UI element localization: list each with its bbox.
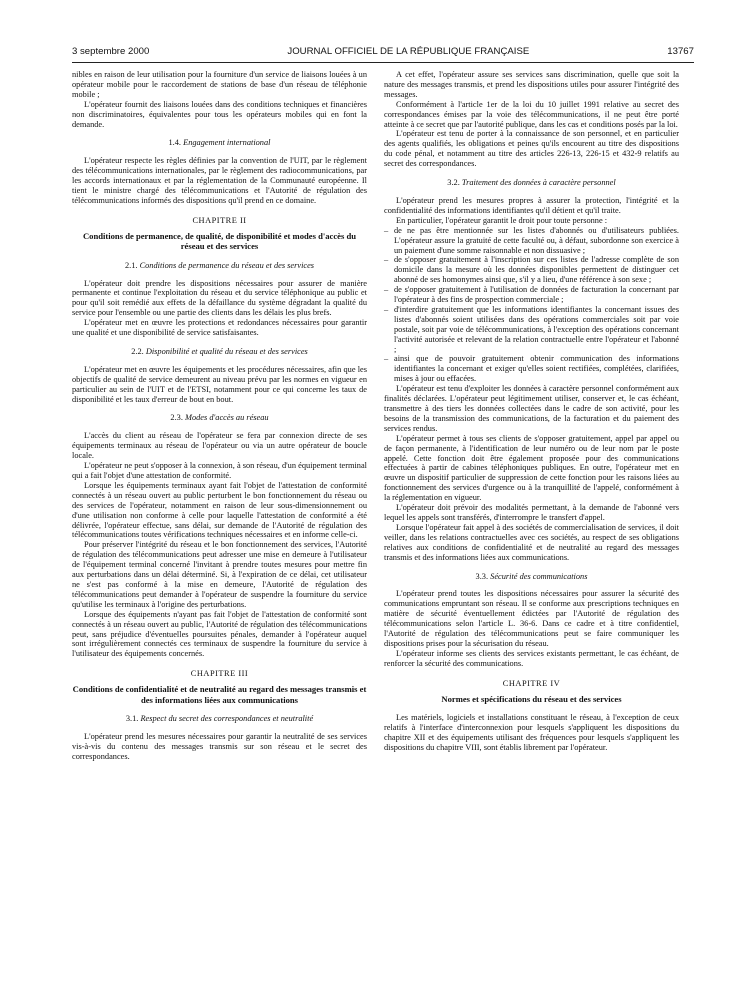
section-heading-3-2 (384, 178, 679, 188)
section-heading-2-3 (72, 413, 367, 423)
list-item: – de s'opposer gratuitement à l'inscription sur ces listes de l'adresse complète de son domicile dans la mesure où les données disponibles permettent de distinguer cet abonné de ses homonymes ainsi que, s'il y a lieu, d'une référence à son sexe ; (384, 255, 679, 285)
section-heading-2-1 (72, 261, 367, 271)
section-heading-3-3 (384, 572, 679, 582)
paragraph: Les matériels, logiciels et installations constituant le réseau, à l'exception de ceux relatifs à l'interface d'interconnexion pour lesquels s'appliquent les dispositions du chapitre XII et des équipements utilisant des fréquences pour lesquels s'appliquent les dispositions du chapitre VIII, sont établis librement par l'opérateur. (384, 712, 679, 752)
section-title: Conditions de permanence du réseau et des services (139, 260, 315, 270)
section-number: 3.2. (447, 178, 460, 188)
paragraph: L'opérateur prend les mesures propres à assurer la protection, l'intégrité et la confidentialité des informations identifiantes qu'il détient et qu'il traite. (384, 195, 679, 215)
list-item: – d'interdire gratuitement que les informations identifiantes la concernant issues des listes d'abonnés soient utilisées dans des opérations commerciales soit par voie postale, soit par voie de télécommunications, à l'exception des opérations concernant l'activité autorisée et relevant de la relation contractuelle entre l'opérateur et l'abonné ; (384, 305, 679, 355)
paragraph: Conformément à l'article 1er de la loi du 10 juillet 1991 relative au secret des correspondances émises par la voie des télécommunications, il ne peut être porté atteinte à ce secret que par l'autorité publique, dans les cas et conditions posés par la loi. (384, 99, 679, 129)
header-journal-title: JOURNAL OFFICIEL DE LA RÉPUBLIQUE FRANÇAISE (287, 45, 530, 57)
section-title: Engagement international (183, 138, 271, 148)
paragraph: Lorsque des équipements n'ayant pas fait l'objet de l'attestation de conformité sont connectés à un réseau ouvert au public, l'Autorité de régulation des télécommunications peut, sans préjudice d'éventuelles poursuites pénales, demander à l'opérateur auquel sont irrégulièrement connectés ces terminaux de suspendre la fourniture du service à l'utilisateur des équipements concernés. (72, 609, 367, 659)
section-title: Sécurité des communications (490, 571, 588, 581)
chapter-title-2: Conditions de permanence, de qualité, de disponibilité et modes d'accès du réseau et des services (82, 230, 357, 252)
section-title: Modes d'accès au réseau (185, 413, 269, 423)
paragraph: L'opérateur fournit des liaisons louées dans des conditions techniques et financières non discriminatoires, équivalentes pour tous les opérateurs mobiles qui en font la demande. (72, 99, 367, 129)
header-rule (72, 62, 694, 63)
paragraph: L'opérateur prend les mesures nécessaires pour garantir la neutralité de ses services vis-à-vis du contenu des messages transmis sur son réseau et le secret des correspondances. (72, 731, 367, 761)
paragraph: L'opérateur est tenu de porter à la connaissance de son personnel, et en particulier des agents qualifiés, les obligations et peines qu'ils encourent au titre des dispositions du code pénal, et notamment au titre des articles 226-13, 226-15 et 432-9 relatifs au secret des correspondances. (384, 129, 679, 169)
section-number: 3.1. (125, 713, 139, 723)
paragraph: nibles en raison de leur utilisation pour la fourniture d'un service de liaisons louées à un opérateur mobile pour le raccordement de stations de base d'un réseau de téléphonie mobile ; (72, 70, 367, 99)
section-title: Disponibilité et qualité du réseau et des services (145, 346, 308, 356)
paragraph: L'opérateur informe ses clients des services existants permettant, le cas échéant, de renforcer la sécurité des communications. (384, 648, 679, 668)
section-heading-3-1 (72, 714, 367, 724)
section-title: Traitement des données à caractère personnel (461, 178, 616, 188)
list-item: – ainsi que de pouvoir gratuitement obtenir communication des informations identifiantes la concernant et exiger qu'elles soient rectifiées, complétées, clarifiées, mises à jour ou effacées. (384, 354, 679, 384)
paragraph: L'opérateur respecte les règles définies par la convention de l'UIT, par le règlement des télécommunications internationales, par le règlement des radiocommunications, par les accords internationaux et par la réglementation de la Communauté européenne. Il tient le ministre chargé des télécommunications et l'Autorité de régulation des télécommunications informés des dispositions qu'il prend en ce domaine. (72, 156, 367, 205)
chapter-title-4: Normes et spécifications du réseau et des services (441, 693, 622, 704)
right-column (384, 70, 679, 753)
chapter-heading-2: CHAPITRE II (192, 215, 247, 225)
paragraph: En particulier, l'opérateur garantit le droit pour toute personne : (396, 215, 608, 225)
section-number: 2.1. (124, 260, 138, 270)
paragraph: L'accès du client au réseau de l'opérateur se fera par connexion directe de ses équipements terminaux au réseau de l'opérateur ou via un autre opérateur de boucle locale. (72, 431, 367, 461)
paragraph: L'opérateur met en œuvre les protections et redondances nécessaires pour garantir une qualité et une disponibilité de service satisfaisantes. (72, 318, 367, 338)
section-number: 2.2. (131, 346, 144, 356)
chapter-heading-3: CHAPITRE III (190, 669, 249, 679)
header-page-number: 13767 (667, 45, 694, 57)
paragraph: L'opérateur ne peut s'opposer à la connexion, à son réseau, d'un équipement terminal qui a fait l'objet d'une attestation de conformité. (72, 461, 367, 480)
chapter-heading-4: CHAPITRE IV (502, 678, 561, 688)
page-header (72, 44, 694, 58)
paragraph: Lorsque les équipements terminaux ayant fait l'objet de l'attestation de conformité connectés à un réseau ouvert au public perturbent le bon fonctionnement du réseau ou des services de l'opérateur, notamment en raison de leur sous-dimensionnement ou d'une utilisation non conforme à celle pour laquelle l'attestation de conformité a été délivrée, l'opérateur effectue, sans délai, sur demande de l'Autorité de régulation des télécommunications toutes vérifications techniques nécessaires et en informe celle-ci. (72, 480, 367, 540)
paragraph: L'opérateur met en œuvre les équipements et les procédures nécessaires, afin que les objectifs de qualité de service demeurent au niveau prévu par les normes en vigueur en particulier au sein de l'UIT et de l'ETSI, notamment pour ce qui concerne les taux de disponibilité et les taux d'erreur de bout en bout. (72, 364, 367, 404)
paragraph: Pour préserver l'intégrité du réseau et le bon fonctionnement des services, l'Autorité de régulation des télécommunications peut adresser une mise en demeure à l'utilisateur de l'équipement terminal concerné l'invitant à prendre toutes mesures pour mettre fin aux perturbations dans un délai déterminé. Si, à l'expiration de ce délai, cet utilisateur ne s'est pas conformé à la mise en demeure, l'Autorité de régulation des télécommunications peut demander à l'opérateur de suspendre la fourniture du service qu'utilise les terminaux à l'origine des perturbations. (72, 540, 367, 609)
list-item: – de ne pas être mentionnée sur les listes d'abonnés ou d'utilisateurs publiées. L'opérateur assure la gratuité de cette faculté ou, à défaut, subordonne son exercice à un paiement d'une somme raisonnable et non dissuasive ; (384, 226, 679, 256)
left-column (72, 70, 367, 762)
section-title: Respect du secret des correspondances et neutralité (140, 713, 314, 723)
section-number: 3.3. (475, 571, 489, 581)
section-number: 2.3. (170, 413, 183, 423)
section-heading-1-4 (72, 138, 367, 148)
paragraph: L'opérateur prend toutes les dispositions nécessaires pour assurer la sécurité des communications empruntant son réseau. Il se conforme aux prescriptions techniques en matière de sécurité éventuellement édictées par l'Autorité de régulation des télécommunications selon l'article L. 36-6. Dans ce cadre et à titre confidentiel, l'Autorité de régulation des télécommunications peut se faire communiquer les dispositions prises pour la sécurisation du réseau. (384, 589, 679, 648)
paragraph: Lorsque l'opérateur fait appel à des sociétés de commercialisation de services, il doit veiller, dans les relations contractuelles avec ces sociétés, au respect de ses obligations relatives aux conditions de confidentialité et de neutralité au regard des messages transmis et des informations liées aux communications. (384, 522, 679, 562)
header-date: 3 septembre 2000 (72, 45, 150, 57)
paragraph: L'opérateur doit prendre les dispositions nécessaires pour assurer de manière permanente et continue l'exploitation du réseau et du service téléphonique au public et pour qu'il soit remédié aux effets de la défaillance du système dégradant la qualité du service pour l'ensemble ou une partie des clients dans les délais les plus brefs. (72, 278, 367, 318)
chapter-title-3: Conditions de confidentialité et de neutralité au regard des messages transmis et des informations liées aux communications (72, 684, 367, 705)
paragraph: L'opérateur est tenu d'exploiter les données à caractère personnel conformément aux finalités déclarées. L'opérateur peut légitimement utiliser, conserver et, le cas échéant, transmettre à des tiers les données collectées dans le cadre de son activité, pour les besoins de la transmission des communications, de la facturation et du paiement des services rendus. (384, 384, 679, 433)
section-heading-2-2 (72, 347, 367, 357)
section-number: 1.4. (168, 138, 182, 148)
paragraph: A cet effet, l'opérateur assure ses services sans discrimination, quelle que soit la nature des messages transmis, et prend les dispositions utiles pour assurer l'intégrité des messages. (384, 70, 679, 99)
rights-list (384, 226, 679, 385)
paragraph: L'opérateur doit prévoir des modalités permettant, à la demande de l'abonné vers lequel les appels sont transférés, d'interrompre le transfert d'appel. (384, 503, 679, 522)
list-item: – de s'opposer gratuitement à l'utilisation de données de facturation la concernant par l'opérateur à des fins de prospection commerciale ; (384, 285, 679, 305)
paragraph: L'opérateur permet à tous ses clients de s'opposer gratuitement, appel par appel ou de façon permanente, à l'identification de leur numéro ou de leur nom par le poste appelé. Cette fonction doit être également proposée pour des communications effectuées à partir de cabines téléphoniques publiques. En outre, l'opérateur met en œuvre un dispositif particulier de suppression de cette fonction pour les raisons liées au fonctionnement des services d'urgence ou à la tranquillité de l'appelé, conformément à la réglementation en vigueur. (384, 433, 679, 503)
